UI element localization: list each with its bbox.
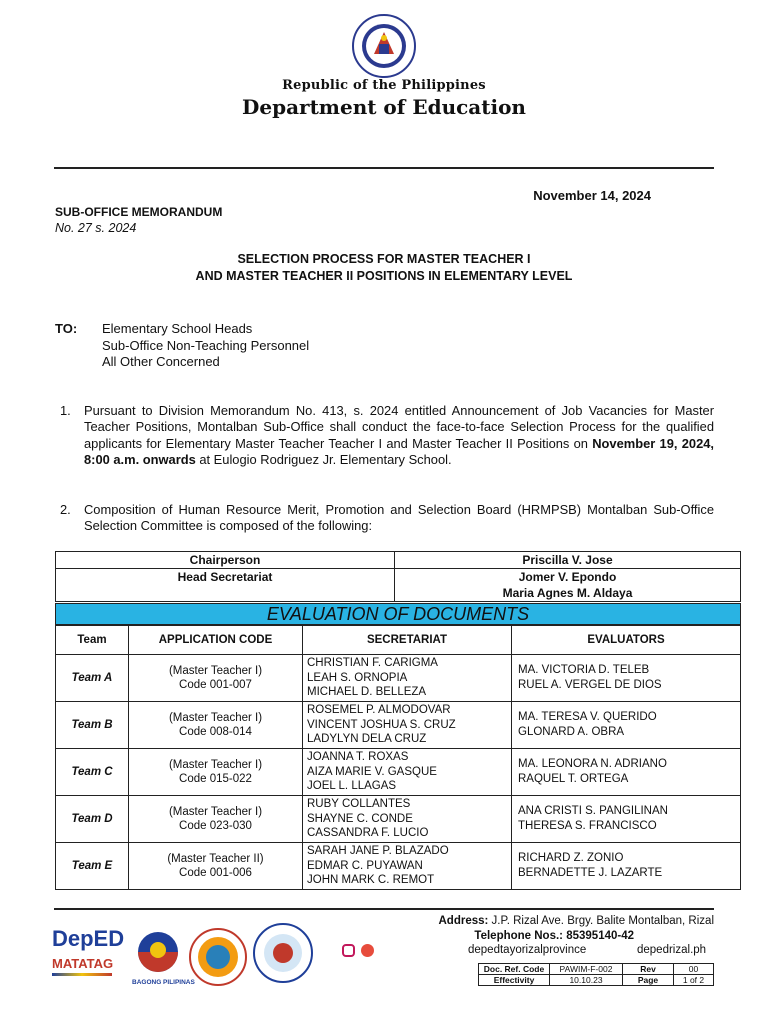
evaluators-cell <box>512 796 741 843</box>
secretariat-member: ROSEMEL P. ALMODOVAR <box>307 704 451 717</box>
evaluators-cell <box>512 702 741 749</box>
deped-matatag-logo <box>52 926 124 986</box>
team-name: Team D <box>56 796 129 843</box>
footer-address <box>439 914 715 944</box>
recipient: All Other Concerned <box>102 354 220 369</box>
recipient: Sub-Office Non-Teaching Personnel <box>102 337 310 353</box>
bagong-pilipinas-logo <box>132 930 195 990</box>
address-label: Address: <box>438 915 489 927</box>
evaluator: THERESA S. FRANCISCO <box>518 820 657 832</box>
secretariat-name: Jomer V. Epondo <box>518 570 617 584</box>
code-range: Code 023-030 <box>179 820 252 832</box>
application-code <box>129 655 303 702</box>
paragraph-1-date: November 19, 2024, 8:00 a.m. onwards <box>84 435 714 467</box>
code-range: Code 001-007 <box>179 679 252 691</box>
secretariat-member: JOHN MARK C. REMOT <box>307 874 435 887</box>
header-divider <box>54 167 714 169</box>
memo-number: No. 27 s. 2024 <box>55 221 137 235</box>
evaluators-cell <box>512 749 741 796</box>
secretariat-label: Head Secretariat <box>56 569 395 602</box>
secretariat-cell <box>303 655 512 702</box>
secretariat-cell <box>303 749 512 796</box>
evaluation-title: EVALUATION OF DOCUMENTS <box>55 603 741 625</box>
department-heading: Department of Education <box>242 95 526 119</box>
evaluator: MA. VICTORIA D. TELEB <box>518 664 650 676</box>
application-code <box>129 843 303 890</box>
telephone-label: Telephone Nos.: <box>474 930 564 942</box>
secretariat-member: MICHAEL D. BELLEZA <box>307 686 427 699</box>
website-link[interactable]: depedrizal.ph <box>637 944 707 956</box>
division-seal-logo <box>188 927 248 987</box>
evaluator: RUEL A. VERGEL DE DIOS <box>518 679 662 691</box>
secretariat-names <box>395 569 741 602</box>
secretariat-member: AIZA MARIE V. GASQUE <box>307 765 437 778</box>
matatag-stripe <box>52 973 112 976</box>
secretariat-cell <box>303 702 512 749</box>
secretariat-member: LADYLYN DELA CRUZ <box>307 733 427 746</box>
website-icon[interactable] <box>361 944 374 957</box>
col-header-code: APPLICATION CODE <box>129 626 303 655</box>
position-label: (Master Teacher I) <box>168 806 263 818</box>
matatag-wordmark: MATATAG <box>52 956 114 971</box>
team-name: Team A <box>56 655 129 702</box>
rev-value: 00 <box>674 964 714 975</box>
col-header-secretariat: SECRETARIAT <box>303 626 512 655</box>
ref-label: Doc. Ref. Code <box>479 964 550 975</box>
effectivity-label: Effectivity <box>479 975 550 986</box>
code-range: Code 015-022 <box>179 773 252 785</box>
team-row <box>56 749 741 796</box>
code-range: Code 001-006 <box>179 867 252 879</box>
evaluator: RAQUEL T. ORTEGA <box>518 773 629 785</box>
chair-label: Chairperson <box>56 552 395 569</box>
memo-type: SUB-OFFICE MEMORANDUM <box>55 205 223 219</box>
evaluator: MA. LEONORA N. ADRIANO <box>518 758 667 770</box>
application-code <box>129 702 303 749</box>
effectivity-value: 10.10.23 <box>550 975 623 986</box>
secretariat-member: LEAH S. ORNOPIA <box>307 671 408 684</box>
page-value: 1 of 2 <box>674 975 714 986</box>
subject-line-2: AND MASTER TEACHER II POSITIONS IN ELEMENTARY LEVEL <box>195 269 573 283</box>
secretariat-name: Maria Agnes M. Aldaya <box>502 586 633 600</box>
secretariat-member: EDMAR C. PUYAWAN <box>307 859 423 872</box>
paragraph-1 <box>84 403 714 468</box>
memo-date: November 14, 2024 <box>533 188 651 203</box>
doc-reference-table <box>478 963 714 986</box>
social-icons <box>342 944 382 960</box>
address-line <box>439 914 715 929</box>
chair-name: Priscilla V. Jose <box>395 552 741 569</box>
secretariat-member: SARAH JANE P. BLAZADO <box>307 845 449 858</box>
telephone-line <box>439 929 635 944</box>
bagong-pilipinas-emblem <box>132 930 184 974</box>
secretariat-member: CASSANDRA F. LUCIO <box>307 827 429 840</box>
footer-divider <box>54 908 714 910</box>
page-label: Page <box>623 975 674 986</box>
position-label: (Master Teacher I) <box>168 665 263 677</box>
republic-heading: Republic of the Philippines <box>282 78 486 93</box>
secretariat-member: CHRISTIAN F. CARIGMA <box>307 657 438 670</box>
team-name: Team E <box>56 843 129 890</box>
secretariat-cell <box>303 843 512 890</box>
team-row <box>56 796 741 843</box>
paragraph-1-text-a: Pursuant to Division Memorandum No. 413, s. 2024 entitled Announcement of Job Vacancies for Master Teacher Positions, Montalban Sub-Office shall conduct the face-to-face Selection Process for the qualified applicants for Elementary Master Teacher Teacher I and Master Teacher II Positions on <box>84 403 714 451</box>
facebook-handle[interactable]: depedtayorizalprovince <box>468 944 587 956</box>
quality-award-seal-logo <box>252 922 314 992</box>
secretariat-cell <box>303 796 512 843</box>
paragraph-2: Composition of Human Resource Merit, Promotion and Selection Board (HRMPSB) Montalban Sub-Office Selection Committee is composed of the following: <box>84 502 714 534</box>
team-name: Team C <box>56 749 129 796</box>
instagram-icon[interactable] <box>342 944 355 957</box>
secretariat-member: RUBY COLLANTES <box>307 798 411 811</box>
position-label: (Master Teacher II) <box>167 853 264 865</box>
evaluator: RICHARD Z. ZONIO <box>518 852 624 864</box>
team-name: Team B <box>56 702 129 749</box>
code-range: Code 008-014 <box>179 726 252 738</box>
memo-subject <box>0 251 768 285</box>
secretariat-member: VINCENT JOSHUA S. CRUZ <box>307 718 456 731</box>
team-row <box>56 655 741 702</box>
deped-wordmark: DepED <box>52 926 125 951</box>
application-code <box>129 796 303 843</box>
recipient: Elementary School Heads <box>102 321 253 336</box>
address-value: J.P. Rizal Ave. Brgy. Balite Montalban, Rizal <box>488 915 714 927</box>
ref-value: PAWIM-F-002 <box>550 964 623 975</box>
to-label: TO: <box>55 321 78 336</box>
position-label: (Master Teacher I) <box>168 712 263 724</box>
rev-label: Rev <box>623 964 674 975</box>
committee-table <box>55 551 741 602</box>
evaluators-cell <box>512 655 741 702</box>
position-label: (Master Teacher I) <box>168 759 263 771</box>
to-recipients <box>102 321 309 371</box>
secretariat-member: JOEL L. LLAGAS <box>307 780 397 793</box>
col-header-evaluators: EVALUATORS <box>512 626 741 655</box>
telephone-value: 85395140-42 <box>563 930 634 942</box>
secretariat-member: JOANNA T. ROXAS <box>307 751 409 764</box>
evaluator: GLONARD A. OBRA <box>518 726 625 738</box>
paragraph-1-number: 1. <box>60 403 71 418</box>
col-header-team: Team <box>56 626 129 655</box>
evaluators-cell <box>512 843 741 890</box>
team-row <box>56 843 741 890</box>
application-code <box>129 749 303 796</box>
paragraph-2-number: 2. <box>60 502 71 517</box>
evaluator: BERNADETTE J. LAZARTE <box>518 867 663 879</box>
team-row <box>56 702 741 749</box>
subject-line-1: SELECTION PROCESS FOR MASTER TEACHER I <box>237 252 531 266</box>
bagong-pilipinas-text: BAGONG PILIPINAS <box>132 979 195 986</box>
evaluator: MA. TERESA V. QUERIDO <box>518 711 657 723</box>
deped-seal-logo <box>352 14 416 78</box>
paragraph-1-text-b: at Eulogio Rodriguez Jr. Elementary School. <box>195 451 452 467</box>
evaluator: ANA CRISTI S. PANGILINAN <box>518 805 668 817</box>
evaluation-table <box>55 625 741 890</box>
secretariat-member: SHAYNE C. CONDE <box>307 812 413 825</box>
